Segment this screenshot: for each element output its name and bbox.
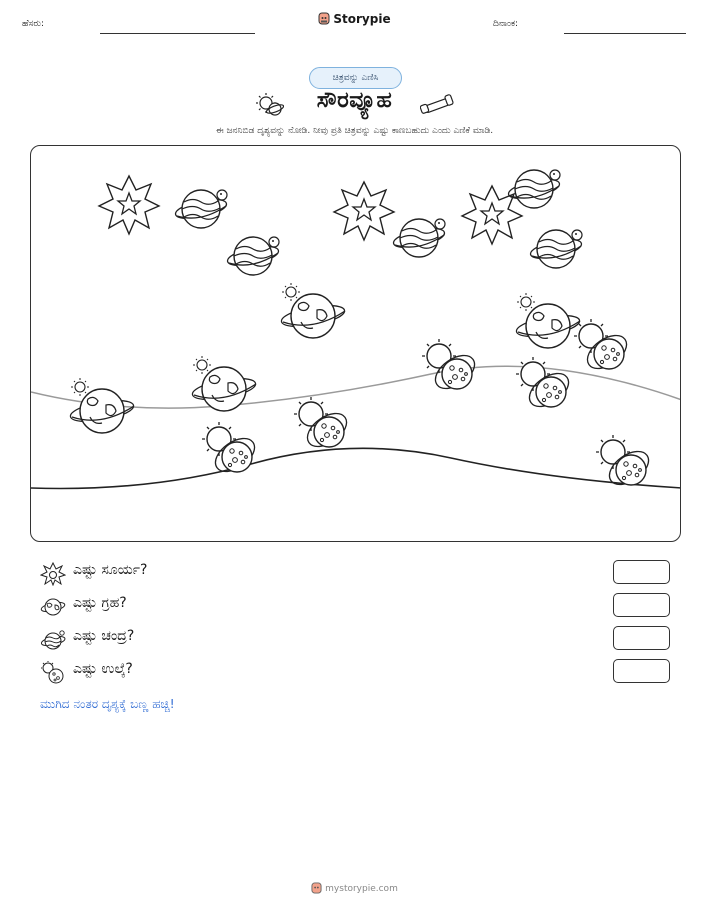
activity-pill: ಚಿತ್ರವನ್ನು ಎಣಿಸಿ — [309, 67, 402, 89]
star-3 — [462, 186, 522, 244]
question-row-meteors — [40, 659, 670, 685]
meteor-1 — [574, 319, 632, 375]
planet-icon — [40, 595, 66, 619]
answer-box-planets[interactable] — [613, 593, 670, 617]
storypie-logo-icon — [318, 12, 330, 25]
question-text: ಎಷ್ಟು ಸೂರ್ಯ? — [73, 562, 148, 578]
earth-planet-3 — [69, 378, 135, 433]
date-label: ದಿನಾಂಕ: — [493, 19, 519, 29]
ground-line-lower — [31, 448, 681, 488]
question-text: ಎಷ್ಟು ಉಲ್ಕೆ? — [73, 661, 133, 677]
question-text: ಎಷ್ಟು ಗ್ರಹ? — [73, 595, 127, 611]
instruction-text: ಈ ಜನನಿಬಿಡ ದೃಶ್ಯವನ್ನು ನೋಡಿ. ನೀವು ಪ್ರತಿ ಚಿತ್ರವನ್ನು ಎಷ್ಟು ಕಾಣಬಹುದು ಎಂದು ಎಣಿಕೆ ಮಾಡಿ. — [215, 126, 494, 136]
footer — [0, 882, 709, 894]
scene-drawing — [31, 146, 681, 542]
question-text: ಎಷ್ಟು ಚಂದ್ರ? — [73, 628, 135, 644]
ringed-planet-3 — [392, 219, 446, 257]
meteor-4 — [294, 397, 352, 453]
name-line[interactable] — [100, 33, 255, 34]
question-row-moons — [40, 626, 670, 652]
ringed-planet-5 — [529, 230, 583, 268]
question-row-suns — [40, 560, 670, 586]
star-1 — [99, 176, 159, 234]
closing-instruction: ಮುಗಿದ ನಂತರ ದೃಶ್ಯಕ್ಕೆ ಬಣ್ಣ ಹಚ್ಚಿ! — [40, 697, 175, 711]
answer-box-meteors[interactable] — [613, 659, 670, 683]
storypie-logo-icon — [311, 882, 322, 894]
ringed-planet-4 — [507, 170, 561, 208]
meteor-icon — [40, 661, 66, 685]
telescope-icon — [420, 93, 456, 115]
name-label: ಹೆಸರು: — [22, 19, 45, 29]
brand — [0, 12, 709, 26]
moon-icon — [40, 628, 66, 652]
counting-scene — [30, 145, 681, 542]
ringed-planet-1 — [174, 190, 228, 228]
earth-planet-4 — [191, 356, 257, 411]
brand-name: Storypie — [333, 12, 391, 26]
date-line[interactable] — [564, 33, 686, 34]
answer-box-moons[interactable] — [613, 626, 670, 650]
earth-planet-2 — [515, 293, 581, 348]
question-row-planets — [40, 593, 670, 619]
meteor-5 — [202, 422, 260, 478]
sun-icon — [40, 562, 66, 586]
star-2 — [334, 182, 394, 240]
earth-planet-1 — [280, 283, 346, 338]
answer-box-suns[interactable] — [613, 560, 670, 584]
page-title: ಸೌರವ್ಯೂಹ — [316, 88, 393, 113]
meteor-6 — [596, 435, 654, 491]
meteor-3 — [516, 357, 574, 413]
ringed-planet-2 — [226, 237, 280, 275]
footer-site[interactable]: mystorypie.com — [325, 884, 398, 894]
